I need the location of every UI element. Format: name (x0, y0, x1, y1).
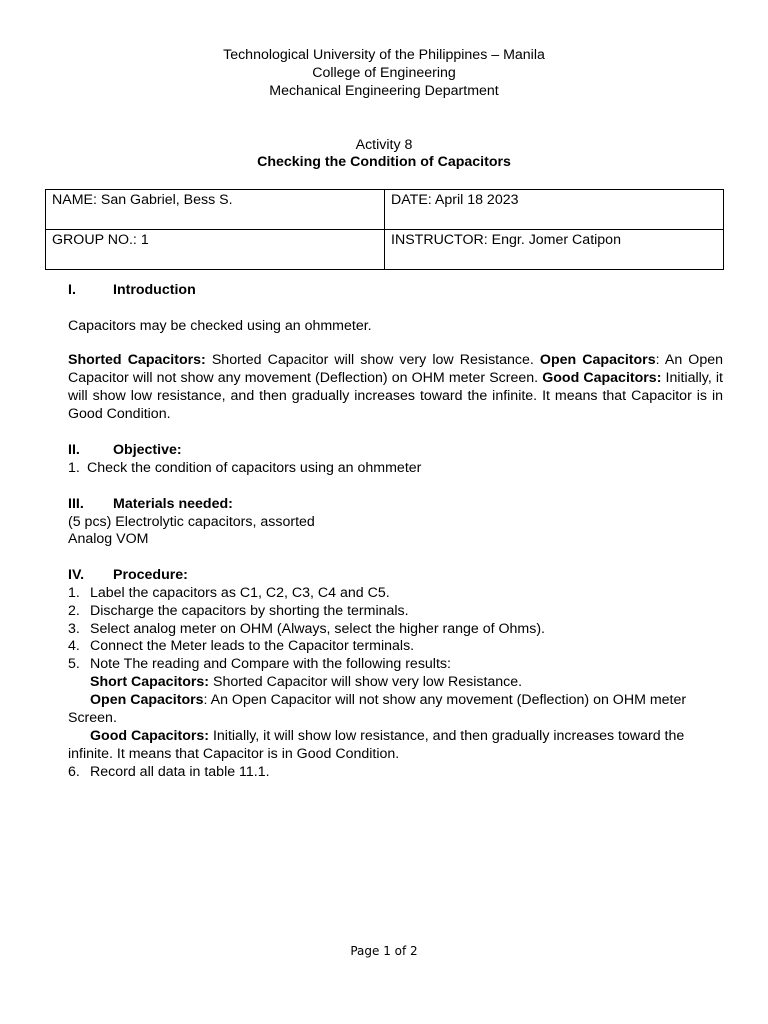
section-title: Introduction (113, 282, 196, 298)
page-number: Page 1 of 2 (350, 944, 418, 958)
activity-title: Checking the Condition of Capacitors (257, 154, 511, 170)
good-label: Good Capacitors: (90, 728, 210, 744)
open-text: : An Open Capacitor will not show any movement (Deflection) on OHM meter Screen. (68, 692, 687, 726)
short-text: Shorted Capacitor will show very low Resistance. (209, 674, 523, 690)
item-number: 1. (68, 460, 80, 476)
college-name: College of Engineering (312, 65, 456, 81)
section-number: IV. (68, 567, 85, 583)
procedure-heading (68, 566, 188, 584)
section-title: Materials needed: (113, 496, 233, 512)
section-number: III. (68, 496, 84, 512)
activity-number: Activity 8 (355, 137, 413, 153)
university-name: Technological University of the Philippines – Manila (223, 47, 545, 63)
open-text: : An Open Capacitor will not show any movement (Deflection) on OHM meter Screen. (68, 352, 724, 386)
open-label: Open Capacitors (90, 692, 204, 708)
procedure-step (68, 763, 270, 781)
section-title: Objective: (113, 442, 182, 458)
section-number: II. (68, 442, 80, 458)
material-item: (5 pcs) Electrolytic capacitors, assorted (68, 514, 315, 530)
name-cell: NAME: San Gabriel, Bess S. (46, 190, 385, 230)
step-number: 4. (68, 638, 80, 654)
step-number: 1. (68, 585, 80, 601)
instructor-cell: INSTRUCTOR: Engr. Jomer Catipon (385, 230, 724, 270)
shorted-text: Shorted Capacitor will show very low Resistance. (205, 352, 540, 368)
intro-paragraph (68, 351, 723, 423)
procedure-step (68, 620, 545, 638)
step-text: Discharge the capacitors by shorting the terminals. (90, 603, 409, 619)
introduction-heading (68, 281, 196, 299)
procedure-step (68, 637, 414, 655)
department-name: Mechanical Engineering Department (269, 83, 499, 99)
procedure-step (68, 602, 409, 620)
short-label: Short Capacitors: (90, 674, 210, 690)
open-label: Open Capacitors (539, 352, 656, 368)
step-number: 3. (68, 621, 80, 637)
step-number: 2. (68, 603, 80, 619)
info-table (45, 189, 724, 270)
materials-heading (68, 495, 233, 513)
material-item: Analog VOM (68, 531, 149, 547)
group-cell: GROUP NO.: 1 (46, 230, 385, 270)
objective-item (68, 459, 421, 477)
step-text: Record all data in table 11.1. (90, 764, 270, 780)
good-text: Initially, it will show low resistance, and then gradually increases toward the infinite. It means that Capacitor is in Good Condition. (68, 728, 685, 762)
step-number: 6. (68, 764, 80, 780)
step-number: 5. (68, 656, 80, 672)
step-text: Connect the Meter leads to the Capacitor terminals. (90, 638, 415, 654)
item-text: Check the condition of capacitors using an ohmmeter (87, 460, 422, 476)
short-capacitors-result (68, 673, 723, 691)
section-title: Procedure: (113, 567, 188, 583)
objective-heading (68, 441, 182, 459)
step-text: Label the capacitors as C1, C2, C3, C4 and C5. (90, 585, 390, 601)
open-capacitors-result (68, 691, 723, 727)
procedure-step (68, 584, 390, 602)
good-text: Initially, it will show low resistance, and then gradually increases toward the infinite. It means that Capacitor is in Good Condition. (68, 370, 723, 422)
good-capacitors-result (68, 727, 723, 763)
section-number: I. (68, 282, 76, 298)
procedure-step (68, 655, 451, 673)
step-text: Note The reading and Compare with the following results: (90, 656, 451, 672)
date-cell: DATE: April 18 2023 (385, 190, 724, 230)
shorted-label: Shorted Capacitors: (68, 352, 206, 368)
good-label: Good Capacitors: (542, 370, 662, 386)
step-text: Select analog meter on OHM (Always, select the higher range of Ohms). (90, 621, 545, 637)
intro-line: Capacitors may be checked using an ohmmeter. (68, 318, 372, 334)
